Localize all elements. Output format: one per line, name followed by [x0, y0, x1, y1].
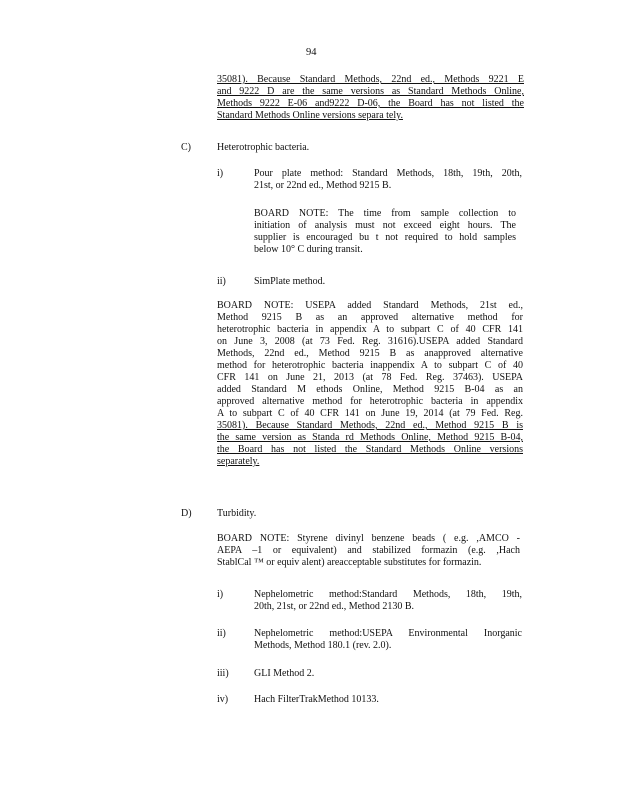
section-d-label: D)	[181, 508, 192, 519]
section-c-i-label: i)	[217, 168, 224, 179]
text-line: initiation of analysis must not exceed eight hours. The	[254, 220, 516, 231]
text-line: StablCal ™ or equiv alent) areacceptable substitutes for formazin.	[217, 557, 482, 568]
intro-line: Methods 9222 E-06 and9222 D-06, the Board has not listed the	[217, 98, 524, 109]
section-d-iii-text: GLI Method 2.	[254, 668, 315, 679]
text-line-underlined: the Board has not listed the Standard Methods Online versions	[217, 444, 523, 455]
section-d-iv-text: Hach FilterTrakMethod 10133.	[254, 694, 379, 705]
text-line: AEPA –1 or equivalent) and stabilized formazin (e.g. ,Hach	[217, 545, 520, 556]
section-d-iv-label: iv)	[217, 694, 229, 705]
section-c-board-note	[217, 300, 523, 468]
text-line: Methods, Method 180.1 (rev. 2.0).	[254, 640, 392, 651]
section-d-title: Turbidity.	[217, 508, 257, 519]
intro-paragraph	[217, 74, 524, 122]
section-d-i-text	[254, 589, 522, 613]
text-line: heterotrophic bacteria in appendix A to subpart C of 40 CFR 141	[217, 324, 523, 335]
section-c-i-board-note	[254, 208, 516, 256]
text-line: 20th, 21st, or 22nd ed., Method 2130 B.	[254, 601, 414, 612]
text-line: added Standard M ethods Online, Method 9215 B-04 as an	[217, 384, 523, 395]
text-line: CFR 141 on June 21, 2013 (at 78 Fed. Reg. 37463). USEPA	[217, 372, 523, 383]
text-line: approved alternative method for heterotrophic bacteria in appendix	[217, 396, 523, 407]
text-line: 21st, or 22nd ed., Method 9215 B.	[254, 180, 392, 191]
intro-line: and 9222 D are the same versions as Standard Methods Online,	[217, 86, 524, 97]
section-d-ii-text	[254, 628, 522, 652]
intro-line: 35081). Because Standard Methods, 22nd ed., Methods 9221 E	[217, 74, 524, 85]
text-line: method for heterotrophic bacteria inappendix A to subpart C of 40	[217, 360, 523, 371]
text-line: supplier is encouraged bu t not required to hold samples	[254, 232, 516, 243]
section-d-ii-label: ii)	[217, 628, 226, 639]
text-line: Nephelometric method:Standard Methods, 18th, 19th,	[254, 589, 522, 600]
text-line: Methods, 22nd ed., Method 9215 B as anapproved alternative	[217, 348, 523, 359]
text-line-underlined: 35081). Because Standard Methods, 22nd ed., Method 9215 B is	[217, 420, 523, 431]
text-line: A to subpart C of 40 CFR 141 on June 19, 2014 (at 79 Fed. Reg.	[217, 408, 523, 419]
section-c-ii-label: ii)	[217, 276, 226, 287]
page-number: 94	[306, 47, 317, 58]
text-line: BOARD NOTE: USEPA added Standard Methods, 21st ed.,	[217, 300, 523, 311]
text-line: Method 9215 B as an approved alternative method for	[217, 312, 523, 323]
section-d-board-note	[217, 533, 520, 569]
text-line: on June 3, 2008 (at 73 Fed. Reg. 31616).USEPA added Standard	[217, 336, 523, 347]
text-line: BOARD NOTE: Styrene divinyl benzene beads ( e.g. ,AMCO -	[217, 533, 520, 544]
text-line: Pour plate method: Standard Methods, 18th, 19th, 20th,	[254, 168, 522, 179]
text-line: BOARD NOTE: The time from sample collection to	[254, 208, 516, 219]
text-line-underlined: separately.	[217, 456, 260, 467]
text-line: below 10° C during transit.	[254, 244, 363, 255]
section-c-i-text	[254, 168, 522, 192]
section-c-label: C)	[181, 142, 191, 153]
section-c-title: Heterotrophic bacteria.	[217, 142, 310, 153]
text-line: Nephelometric method:USEPA Environmental Inorganic	[254, 628, 522, 639]
text-line-underlined: the same version as Standa rd Methods Online, Method 9215 B-04,	[217, 432, 523, 443]
section-c-ii-text: SimPlate method.	[254, 276, 326, 287]
section-d-iii-label: iii)	[217, 668, 229, 679]
section-d-i-label: i)	[217, 589, 224, 600]
intro-line: Standard Methods Online versions separa tely.	[217, 110, 403, 121]
